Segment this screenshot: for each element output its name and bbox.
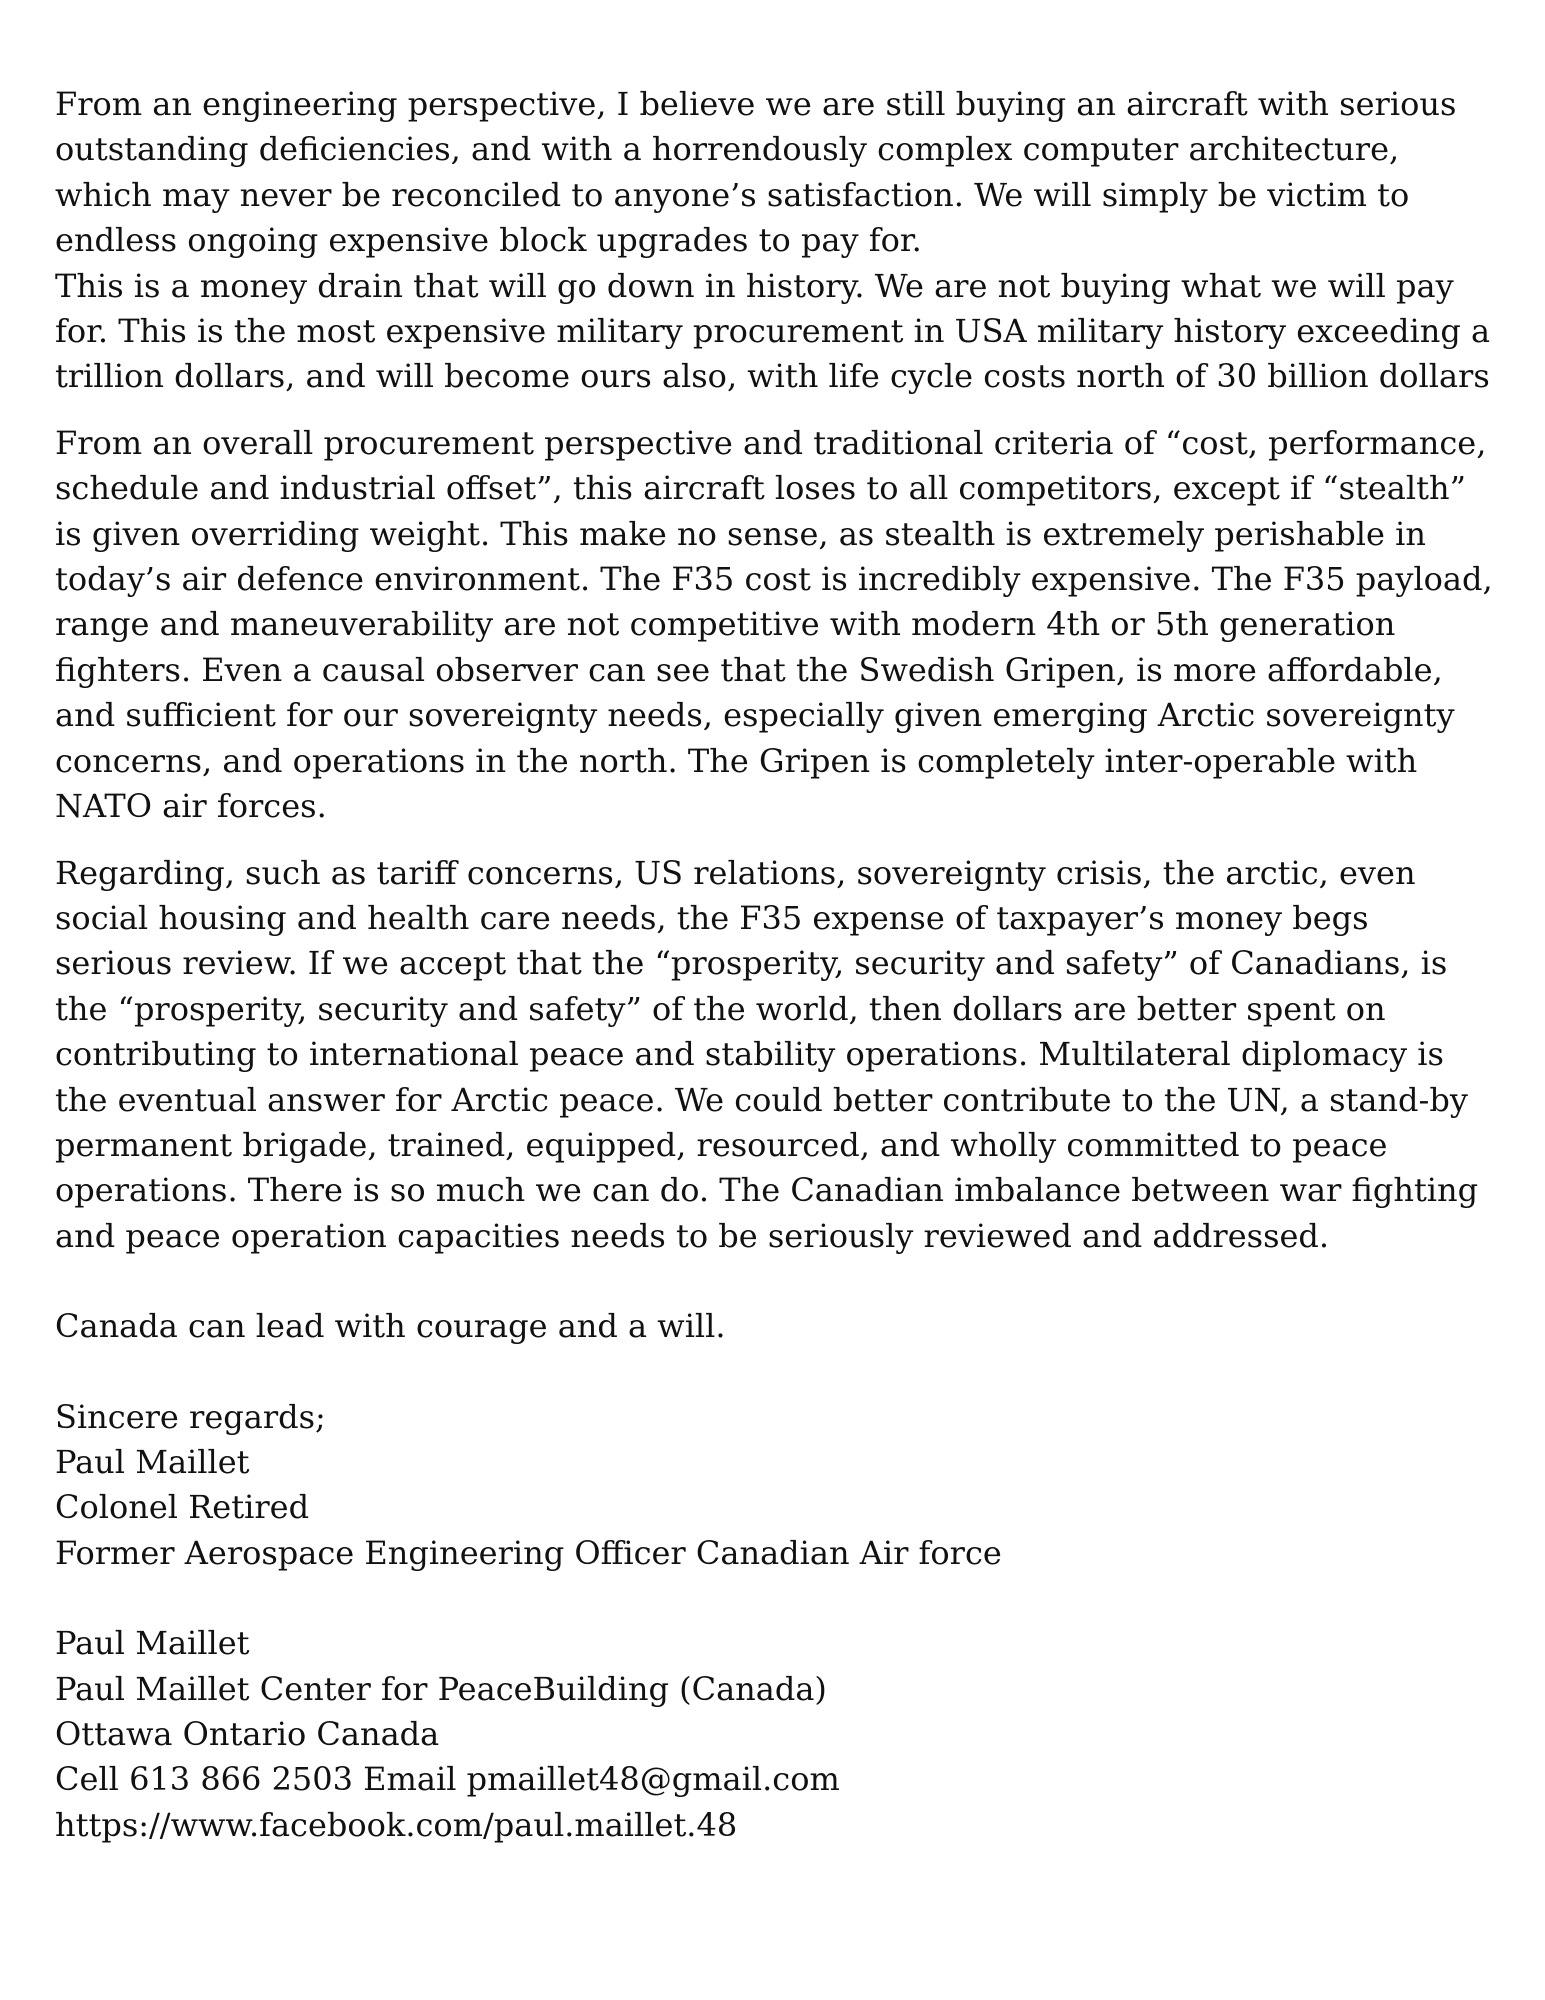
contact-block — [55, 1621, 1495, 1848]
salutation: Sincere regards; — [55, 1397, 326, 1436]
signature-name: Paul Maillet — [55, 1442, 250, 1481]
signature-block — [55, 1395, 1495, 1577]
paragraph-priorities: Regarding, such as tariff concerns, US relations, sovereignty crisis, the arctic, even social housing and health care needs, the F35 expense of taxpayer’s money begs serious review. If we accept that the “prosperity, security and safety” of Canadians, is the “prosperity, security and safety” of the world, then dollars are better spent on contributing to international peace and stability operations. Multilateral diplomacy is the eventual answer for Arctic peace. We could better contribute to the UN, a stand-by permanent brigade, trained, equipped, resourced, and wholly committed to peace operations. There is so much we can do. The Canadian imbalance between war fighting and peace operation capacities needs to be seriously reviewed and addressed. — [55, 853, 1479, 1255]
contact-name: Paul Maillet — [55, 1624, 250, 1663]
contact-phone-email: Cell 613 866 2503 Email pmaillet48@gmail.com — [55, 1760, 840, 1799]
closing-line: Canada can lead with courage and a will. — [55, 1307, 726, 1346]
paragraph-procurement: From an overall procurement perspective and traditional criteria of “cost, performance, schedule and industrial offset”, this aircraft loses to all competitors, except if “stealth” is given overriding weight. This make no sense, as stealth is extremely perishable in today’s air defence environment. The F35 cost is incredibly expensive. The F35 payload, range and maneuverability are not competitive with modern 4th or 5th generation fighters. Even a causal observer can see that the Swedish Gripen, is more affordable, and sufficient for our sovereignty needs, especially given emerging Arctic sovereignty concerns, and operations in the north. The Gripen is completely inter-operable with NATO air forces. — [55, 423, 1493, 826]
signature-rank: Colonel Retired — [55, 1488, 310, 1527]
contact-facebook-link: https://www.facebook.com/paul.maillet.48 — [55, 1805, 738, 1844]
paragraph-engineering: From an engineering perspective, I believe we are still buying an aircraft with serious outstanding deficiencies, and with a horrendously complex computer architecture, which may never be reconciled to anyone’s satisfaction. We will simply be victim to endless ongoing expensive block upgrades to pay for. This is a money drain that will go down in history. We are not buying what we will pay for. This is the most expensive military procurement in USA military history exceeding a trillion dollars, and will become ours also, with life cycle costs north of 30 billion dollars — [55, 85, 1491, 396]
contact-organization: Paul Maillet Center for PeaceBuilding (Canada) — [55, 1669, 827, 1708]
contact-location: Ottawa Ontario Canada — [55, 1715, 440, 1753]
signature-role: Former Aerospace Engineering Officer Canadian Air force — [55, 1533, 1002, 1572]
letter-body — [55, 82, 1495, 1893]
